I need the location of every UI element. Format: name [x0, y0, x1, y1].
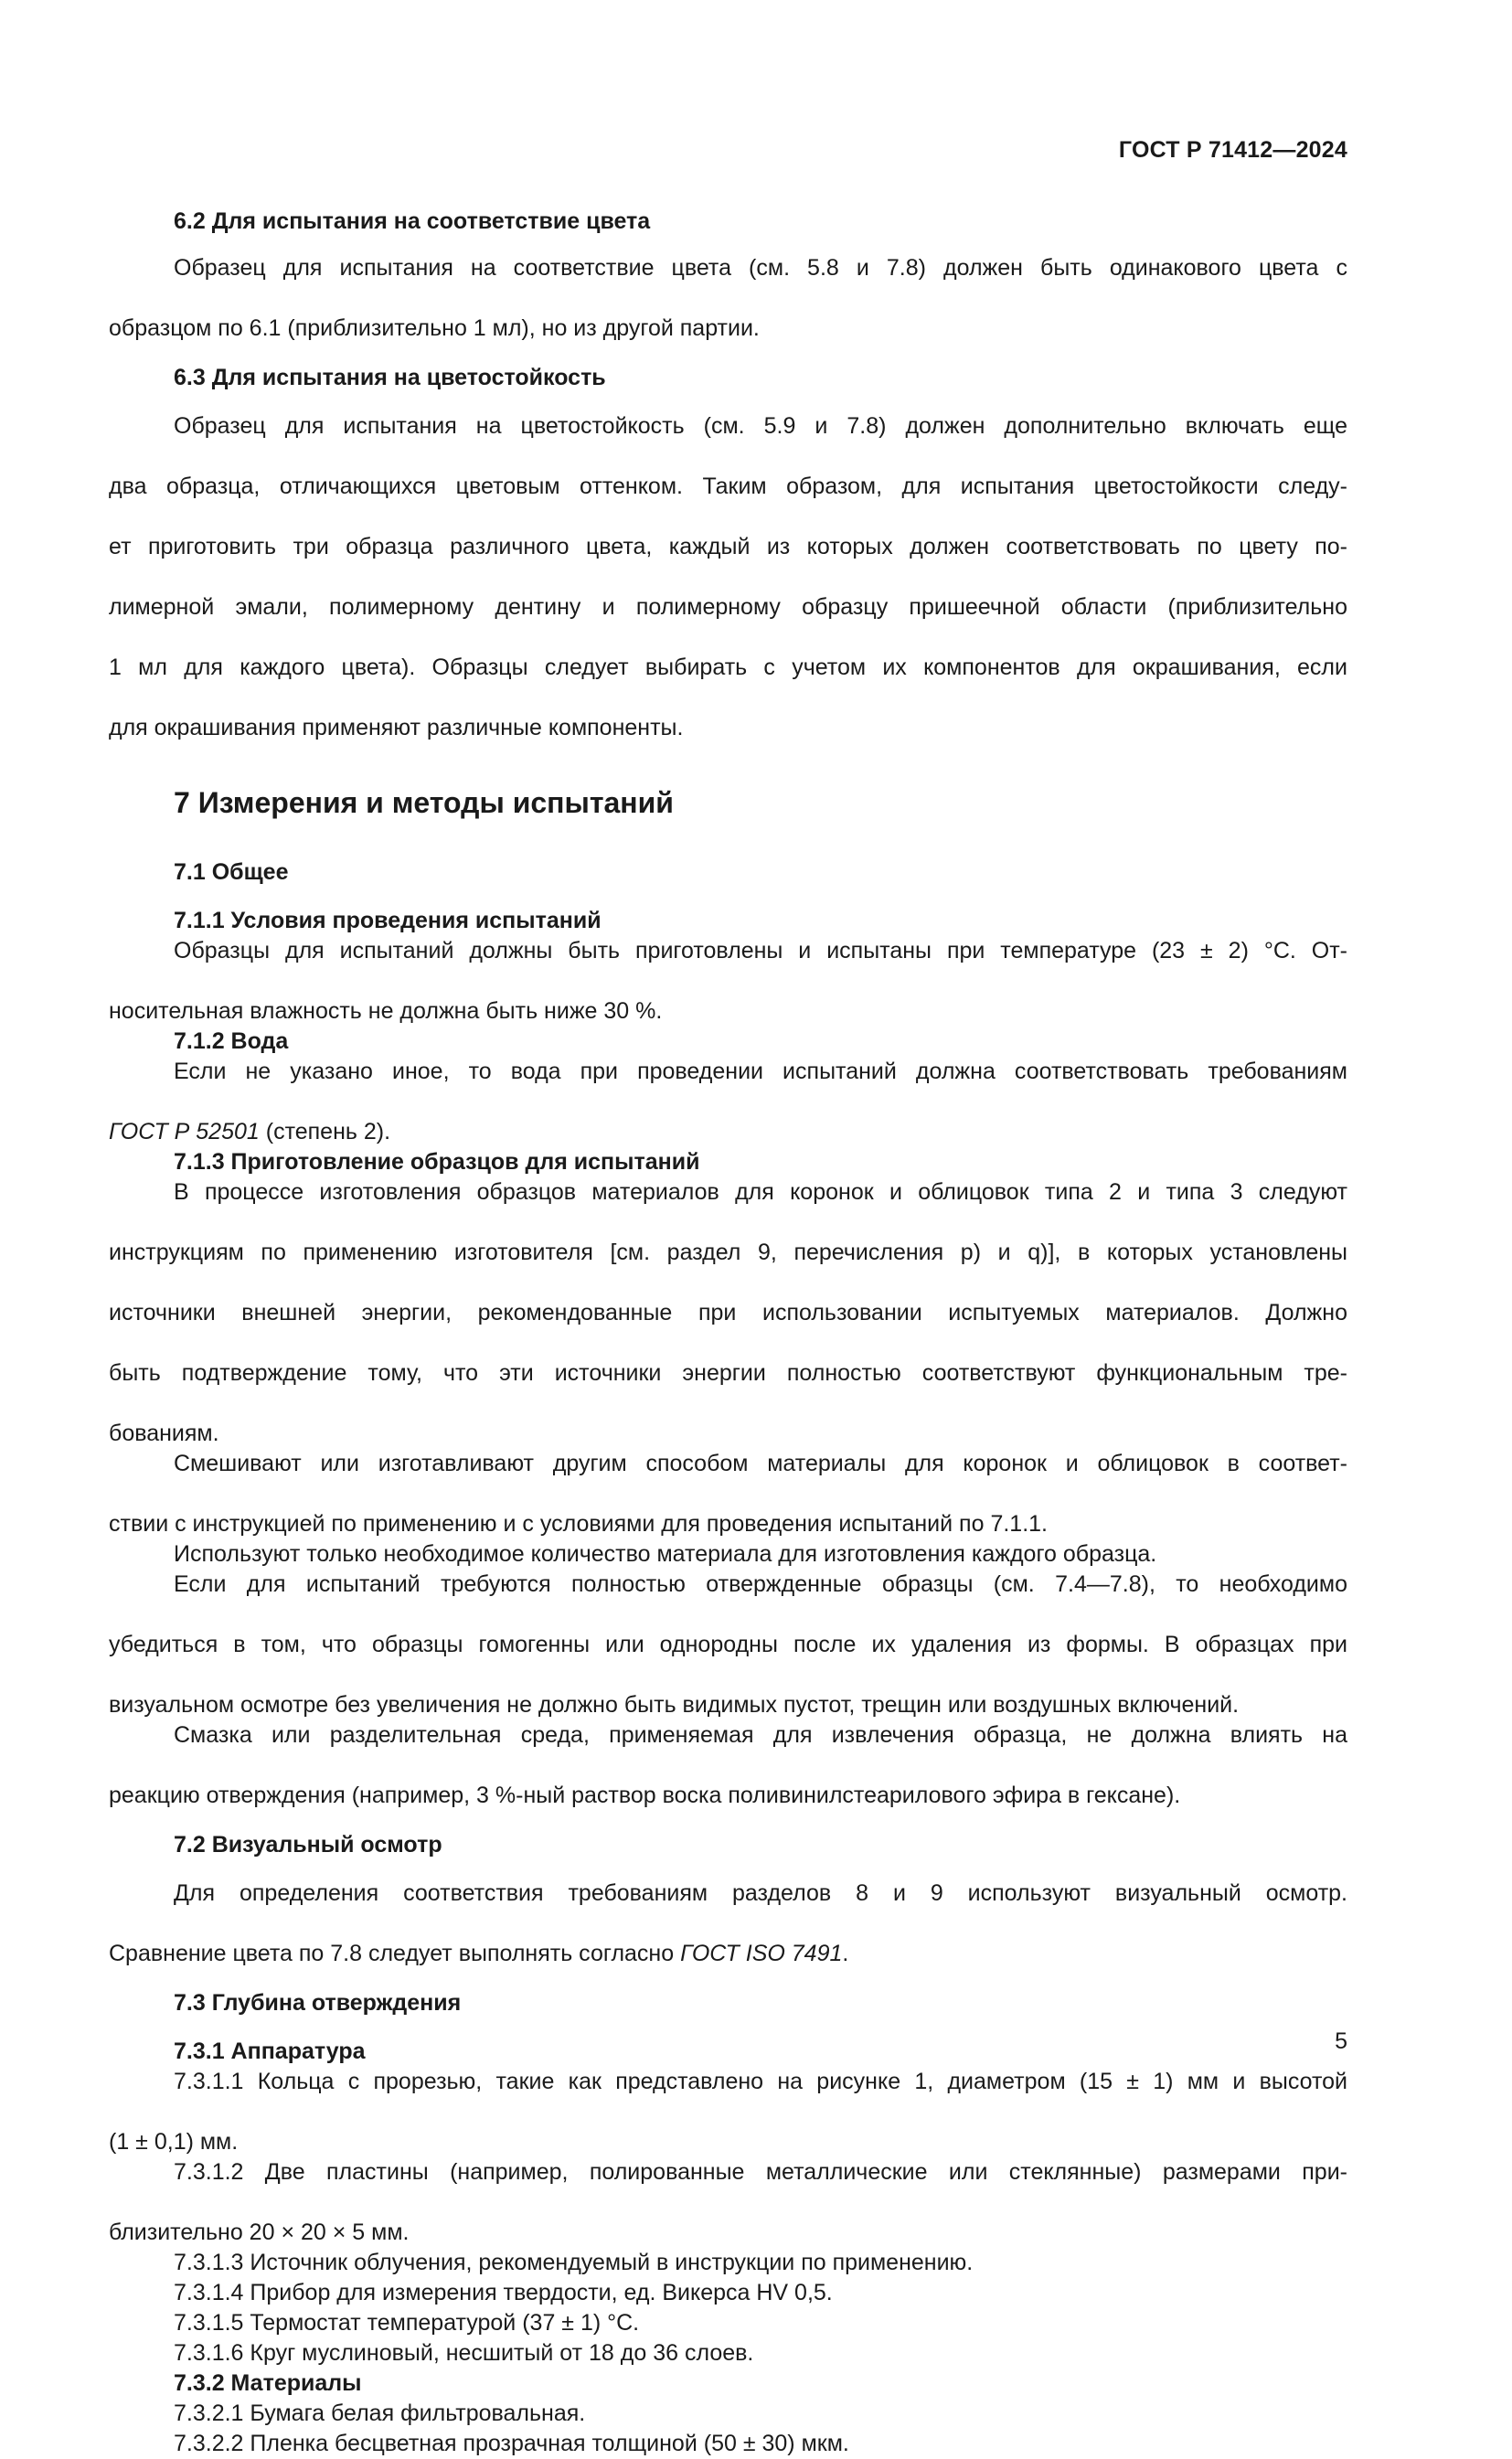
text-line: бованиям. — [109, 1421, 219, 1446]
section-7-1-1-heading: 7.1.1 Условия проведения испытаний — [174, 908, 602, 933]
text-line: близительно 20 × 20 × 5 мм. — [109, 2219, 410, 2245]
text-line: два образца, отличающихся цветовым оттенком. Таким образом, для испытания цветостойкости следу- — [109, 474, 1347, 499]
list-item: 7.3.1.2 Две пластины (например, полированные металлические или стеклянные) размерами при- — [174, 2159, 1347, 2185]
text-line: Если для испытаний требуются полностью отвержденные образцы (см. 7.4—7.8), то необходимо — [174, 1571, 1347, 1597]
section-7-1-2-heading: 7.1.2 Вода — [174, 1028, 289, 1054]
standard-reference: ГОСТ ISO 7491 — [680, 1941, 843, 1966]
section-7-2-heading: 7.2 Визуальный осмотр — [174, 1832, 442, 1858]
section-7-heading: 7 Измерения и методы испытаний — [174, 786, 674, 819]
list-item: 7.3.1.6 Круг муслиновый, несшитый от 18 до 36 слоев. — [174, 2340, 754, 2366]
text-line: образцом по 6.1 (приблизительно 1 мл), но из другой партии. — [109, 315, 760, 341]
text-line: для окрашивания применяют различные компоненты. — [109, 715, 684, 740]
section-7-3-2-heading: 7.3.2 Материалы — [174, 2370, 362, 2396]
text-line: Для определения соответствия требованиям разделов 8 и 9 используют визуальный осмотр. — [174, 1880, 1347, 1906]
text-line: Если не указано иное, то вода при проведении испытаний должна соответствовать требованиям — [174, 1059, 1347, 1084]
text-line: визуальном осмотре без увеличения не должно быть видимых пустот, трещин или воздушных включений. — [109, 1692, 1240, 1718]
text-line: носительная влажность не должна быть ниже 30 %. — [109, 998, 663, 1024]
text-line: убедиться в том, что образцы гомогенны или однородны после их удаления из формы. В образцах при — [109, 1632, 1347, 1657]
standard-reference: ГОСТ Р 52501 — [109, 1119, 260, 1144]
section-6-2-paragraph — [109, 253, 1347, 344]
list-item: 7.3.1.5 Термостат температурой (37 ± 1) °С. — [174, 2310, 640, 2336]
text-line: В процессе изготовления образцов материалов для коронок и облицовок типа 2 и типа 3 следуют — [174, 1179, 1347, 1205]
list-item: 7.3.2.2 Пленка бесцветная прозрачная толщиной (50 ± 30) мкм. — [174, 2431, 849, 2456]
page-content — [109, 207, 1347, 2459]
text-line: Образцы для испытаний должны быть приготовлены и испытаны при температуре (23 ± 2) °С. От- — [174, 938, 1347, 963]
list-item: 7.3.1.1 Кольца с прорезью, такие как представлено на рисунке 1, диаметром (15 ± 1) мм и высотой — [174, 2069, 1347, 2094]
section-7-3-1-heading: 7.3.1 Аппаратура — [174, 2039, 366, 2064]
text-line: лимерной эмали, полимерному дентину и полимерному образцу пришеечной области (приблизительно — [109, 594, 1347, 620]
text-line: 1 мл для каждого цвета). Образцы следует выбирать с учетом их компонентов для окрашивания, если — [109, 655, 1347, 680]
text-line: Образец для испытания на цветостойкость (см. 5.9 и 7.8) должен дополнительно включать еще — [174, 413, 1347, 439]
document-code: ГОСТ Р 71412—2024 — [1118, 137, 1347, 163]
list-item: 7.3.1.4 Прибор для измерения твердости, ед. Викерса HV 0,5. — [174, 2280, 833, 2305]
text-line: реакцию отверждения (например, 3 %-ный раствор воска поливинилстеарилового эфира в гексане). — [109, 1783, 1181, 1808]
section-7-3-heading: 7.3 Глубина отверждения — [174, 1990, 462, 2016]
section-7-2-paragraph — [109, 1879, 1347, 1969]
text-line: ствии с инструкцией по применению и с условиями для проведения испытаний по 7.1.1. — [109, 1511, 1048, 1537]
section-7-1-heading: 7.1 Общее — [174, 859, 289, 885]
text-line: быть подтверждение тому, что эти источники энергии полностью соответствуют функциональным тре- — [109, 1360, 1347, 1386]
section-6-2-heading: 6.2 Для испытания на соответствие цвета — [174, 208, 651, 234]
text-line: Образец для испытания на соответствие цвета (см. 5.8 и 7.8) должен быть одинакового цвета с — [174, 255, 1347, 281]
text-line: Сравнение цвета по 7.8 следует выполнять согласно ГОСТ ISO 7491. — [109, 1941, 849, 1966]
text-line: (1 ± 0,1) мм. — [109, 2129, 239, 2155]
text-line: Используют только необходимое количество материала для изготовления каждого образца. — [174, 1541, 1157, 1567]
text-line: Смазка или разделительная среда, применяемая для извлечения образца, не должна влиять на — [174, 1722, 1347, 1748]
section-6-3-heading: 6.3 Для испытания на цветостойкость — [174, 365, 606, 390]
list-item: 7.3.1.3 Источник облучения, рекомендуемый в инструкции по применению. — [174, 2250, 974, 2275]
page-number: 5 — [1335, 2028, 1347, 2054]
section-6-3-paragraph — [109, 411, 1347, 743]
list-item: 7.3.2.1 Бумага белая фильтровальная. — [174, 2400, 586, 2426]
text-line: Смешивают или изготавливают другим способом материалы для коронок и облицовок в соответ- — [174, 1451, 1347, 1476]
text-line: ет приготовить три образца различного цвета, каждый из которых должен соответствовать по цвету по- — [109, 534, 1347, 559]
text-line: источники внешней энергии, рекомендованные при использовании испытуемых материалов. Должно — [109, 1300, 1347, 1325]
section-7-1-3-heading: 7.1.3 Приготовление образцов для испытаний — [174, 1149, 700, 1175]
text-line: ГОСТ Р 52501 (степень 2). — [109, 1119, 391, 1144]
text-line: инструкциям по применению изготовителя [см. раздел 9, перечисления р) и q)], в которых установлены — [109, 1240, 1347, 1265]
